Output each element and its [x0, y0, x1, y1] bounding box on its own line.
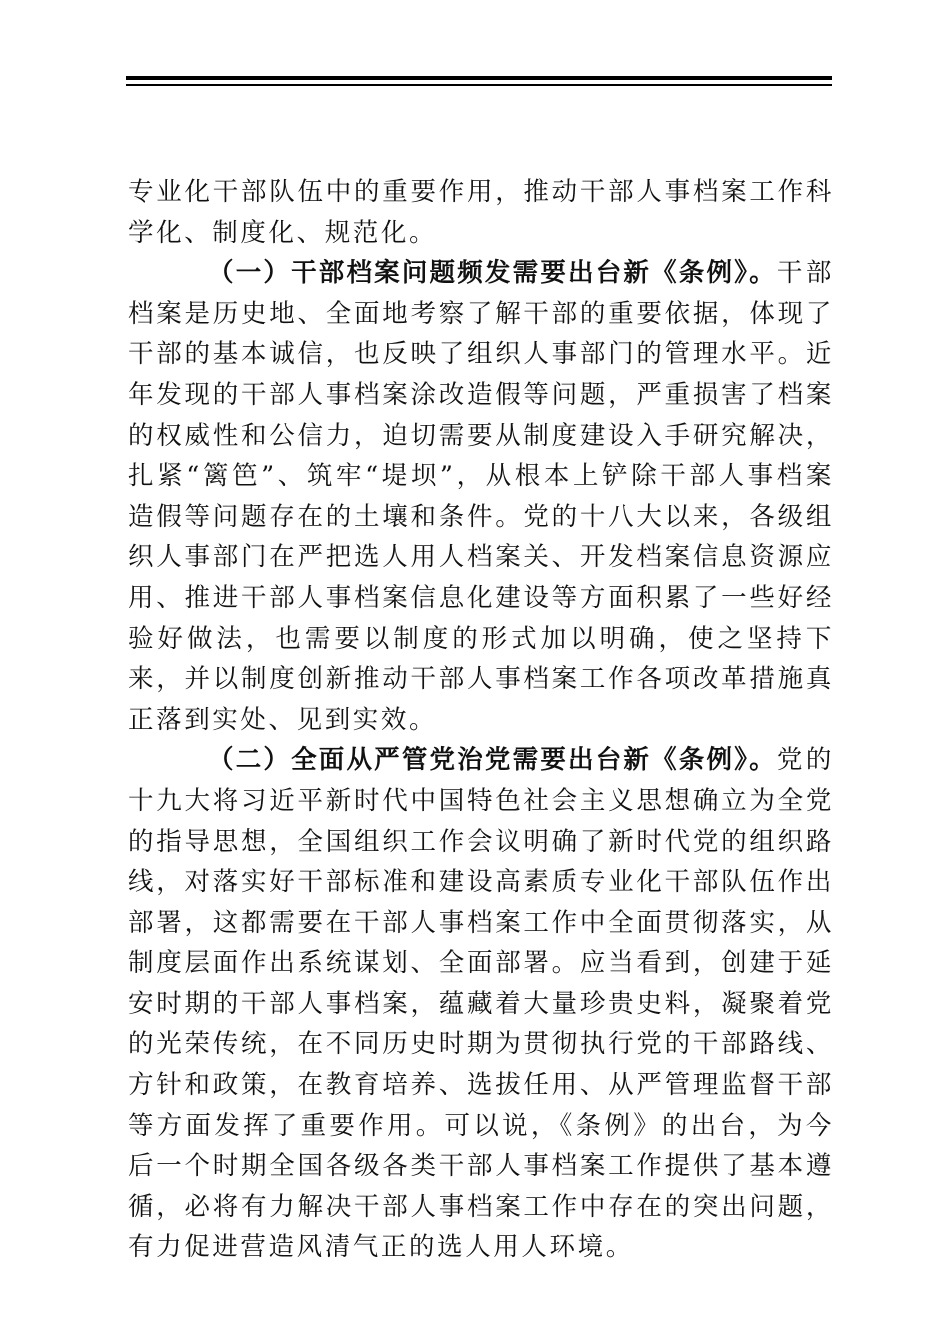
section-heading-2: （二）全面从严管党治党需要出台新《条例》。	[208, 745, 777, 776]
section-heading-1: （一）干部档案问题频发需要出台新《条例》。	[208, 258, 777, 289]
header-rule-thick	[126, 76, 832, 80]
paragraph-text: 专业化干部队伍中的重要作用，推动干部人事档案工作科学化、制度化、规范化。	[128, 177, 834, 248]
paragraph-section-1	[128, 253, 834, 740]
paragraph-continuation	[128, 172, 834, 253]
paragraph-text: 党的十九大将习近平新时代中国特色社会主义思想确立为全党的指导思想，全国组织工作会议明确了新时代党的组织路线，对落实好干部标准和建设高素质专业化干部队伍作出部署，这都需要在干部人事档案工作中全面贯彻落实，从制度层面作出系统谋划、全面部署。应当看到，创建于延安时期的干部人事档案，蕴藏着大量珍贵史料，凝聚着党的光荣传统，在不同历史时期为贯彻执行党的干部路线、方针和政策，在教育培养、选拔任用、从严管理监督干部等方面发挥了重要作用。可以说，《条例》的出台，为今后一个时期全国各级各类干部人事档案工作提供了基本遵循，必将有力解决干部人事档案工作中存在的突出问题，有力促进营造风清气正的选人用人环境。	[128, 745, 835, 1263]
document-body	[128, 172, 834, 1268]
paragraph-section-2	[128, 740, 834, 1268]
header-rule-thin	[126, 84, 832, 86]
paragraph-text: 干部档案是历史地、全面地考察了解干部的重要依据，体现了干部的基本诚信，也反映了组织人事部门的管理水平。近年发现的干部人事档案涂改造假等问题，严重损害了档案的权威性和公信力，迫切需要从制度建设入手研究解决，扎紧“篱笆”、筑牢“堤坝”，从根本上铲除干部人事档案造假等问题存在的土壤和条件。党的十八大以来，各级组织人事部门在严把选人用人档案关、开发档案信息资源应用、推进干部人事档案信息化建设等方面积累了一些好经验好做法，也需要以制度的形式加以明确，使之坚持下来，并以制度创新推动干部人事档案工作各项改革措施真正落到实处、见到实效。	[128, 258, 835, 735]
